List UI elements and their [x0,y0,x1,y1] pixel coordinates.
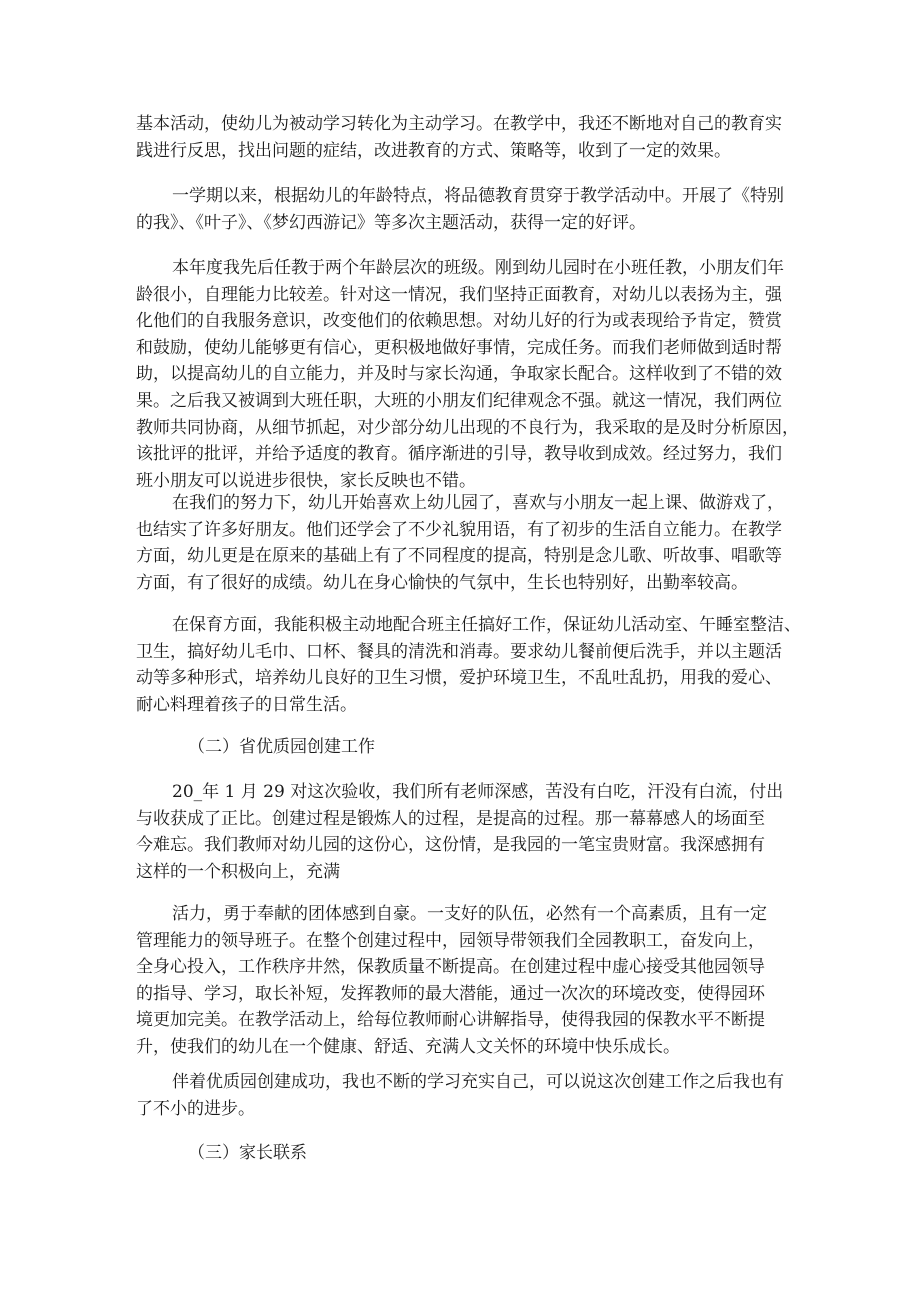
text-line: 龄很小，自理能力比较差。针对这一情况，我们坚持正面教育，对幼儿以表扬为主，强 [136,284,782,305]
paragraph-self-improvement [136,1069,796,1122]
text-line: 在保育方面，我能积极主动地配合班主任搞好工作，保证幼儿活动室、午睡室整洁、 [172,615,801,635]
text-line: 管理能力的领导班子。在整个创建过程中，园领导带领我们全园教职工，奋发向上， [136,930,765,951]
text-line: 本年度我先后任教于两个年龄层次的班级。刚到幼儿园时在小班任教，小朋友们年 [172,258,784,278]
text-line: 化他们的自我服务意识，改变他们的依赖思想。对幼儿好的行为或表现给予肯定，赞赏 [136,311,782,332]
text-line: 今难忘。我们教师对幼儿园的这份心，这份情，是我园的一笔宝贵财富。我深感拥有 [136,835,765,856]
paragraph-acceptance [136,779,796,885]
paragraph-activity-reflection [136,111,796,164]
text-line: 卫生，搞好幼儿毛巾、口杯、餐具的清洗和消毒。要求幼儿餐前便后洗手，并以主题活 [136,641,782,662]
paragraph-children-progress [136,490,796,596]
text-line: 全身心投入，工作秩序井然，保教质量不断提高。在创建过程中虚心接受其他园领导 [136,957,765,978]
text-line: 伴着优质园创建成功，我也不断的学习充实自己，可以说这次创建工作之后我也有 [172,1072,784,1092]
text-line: 境更加完美。在教学活动上，给每位教师耐心讲解指导，使得我园的保教水平不断提 [136,1010,765,1031]
paragraph-class-teaching [136,255,799,494]
text-line: 果。之后我又被调到大班任职，大班的小朋友们纪律观念不强。就这一情况，我们两位 [136,390,782,411]
paragraph-team-leadership [136,901,796,1061]
text-line: 助，以提高幼儿的自立能力，并及时与家长沟通，争取家长配合。这样收到了不错的效 [136,364,782,385]
text-line: 方面，幼儿更是在原来的基础上有了不同程度的提高，特别是念儿歌、听故事、唱歌等 [136,546,782,567]
text-line: 践进行反思，找出问题的症结，改进教育的方式、策略等，收到了一定的效果。 [136,140,731,161]
text-line: 这样的一个积极向上，充满 [136,861,340,882]
text-line: 也结实了许多好朋友。他们还学会了不少礼貌用语，有了初步的生活自立能力。在教学 [136,519,782,540]
paragraph-moral-education [136,183,796,236]
text-line: 的指导、学习，取长补短，发挥教师的最大潜能，通过一次次的环境改变，使得园环 [136,983,765,1004]
text-line: 班小朋友可以说进步很快，家长反映也不错。 [136,470,476,491]
paragraph-childcare [136,612,801,718]
text-line: 方面，有了很好的成绩。幼儿在身心愉快的气氛中，生长也特别好，出勤率较高。 [136,572,748,593]
section-heading-quality-kindergarten: （二）省优质园创建工作 [188,737,375,757]
text-line: 和鼓励，使幼儿能够更有信心，更积极地做好事情，完成任务。而我们老师做到适时帮 [136,337,782,358]
text-line: 在我们的努力下，幼儿开始喜欢上幼儿园了，喜欢与小朋友一起上课、做游戏了， [172,493,784,513]
text-line: 该批评的批评，并给予适度的教育。循序渐进的引导，教导收到成效。经过努力，我们 [136,444,782,465]
text-line: 教师共同协商，从细节抓起，对少部分幼儿出现的不良行为，我采取的是及时分析原因， [136,417,799,438]
text-line: 一学期以来，根据幼儿的年龄特点，将品德教育贯穿于教学活动中。开展了《特别 [172,186,784,206]
text-line: 活力，勇于奉献的团体感到自豪。一支好的队伍，必然有一个高素质，且有一定 [172,904,767,924]
text-line: 20_年 1 月 29 对这次验收，我们所有老师深感，苦没有白吃，汗没有白流，付出 [172,782,784,802]
text-line: 基本活动，使幼儿为被动学习转化为主动学习。在教学中，我还不断地对自己的教育实 [136,114,782,134]
text-line: 升，使我们的幼儿在一个健康、舒适、充满人文关怀的环境中快乐成长。 [136,1036,680,1057]
text-line: 了不小的进步。 [136,1098,255,1119]
text-line: 与收获成了正比。创建过程是锻炼人的过程，是提高的过程。那一幕幕感人的场面至 [136,808,765,829]
section-heading-parent-contact: （三）家长联系 [188,1143,307,1163]
text-line: 耐心料理着孩子的日常生活。 [136,694,357,715]
text-line: 的我》、《叶子》、《梦幻西游记》等多次主题活动，获得一定的好评。 [136,212,646,233]
text-line: 动等多种形式，培养幼儿良好的卫生习惯，爱护环境卫生，不乱吐乱扔，用我的爱心、 [136,668,782,689]
